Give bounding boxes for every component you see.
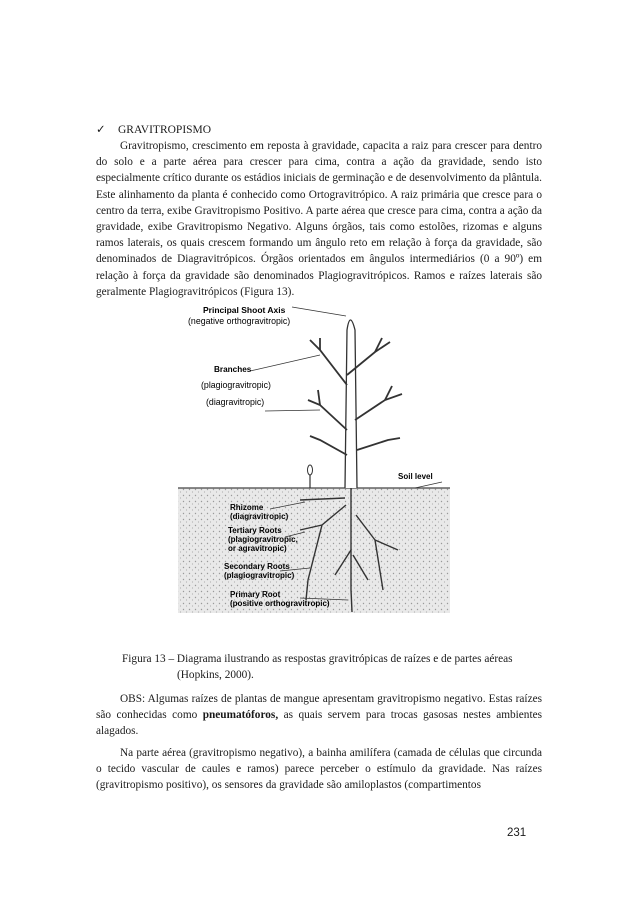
label-plagiogravitropic: (plagiogravitropic)	[201, 380, 271, 390]
label-tertiary-roots: Tertiary Roots	[228, 526, 282, 535]
seedling-bud	[308, 465, 313, 475]
label-principal-shoot: Principal Shoot Axis	[203, 305, 286, 315]
label-tertiary-sub1: (plagiogravitropic,	[228, 535, 298, 544]
label-secondary-sub: (plagiogravitropic)	[224, 571, 295, 580]
soil-area	[178, 488, 450, 613]
label-primary-root: Primary Root	[230, 590, 281, 599]
obs-text-end: as quais servem para trocas gasosas nestes ambientes alagados.	[96, 709, 542, 738]
principal-shoot-axis	[345, 320, 357, 488]
obs-text-start: OBS: Algumas raízes de plantas de mangue apresentam gravitropismo negativo. Estas raízes são conhecidas como	[96, 693, 542, 722]
caption-line-1: Figura 13 – Diagrama ilustrando as respostas gravitrópicas de raízes e de partes aéreas	[122, 653, 513, 665]
label-soil-level: Soil level	[398, 472, 433, 481]
caption-line-2: (Hopkins, 2000).	[177, 669, 254, 682]
checkmark-icon: ✓	[96, 124, 106, 136]
paragraph-obs	[96, 691, 542, 740]
label-tertiary-sub2: or agravitropic)	[228, 544, 287, 553]
section-heading	[96, 122, 211, 136]
label-rhizome-sub: (diagravitropic)	[230, 512, 289, 521]
figure-caption	[122, 651, 542, 683]
paragraph-gravitropism: Gravitropismo, crescimento em reposta à gravidade, capacita a raiz para crescer para dentro do solo e a parte aérea para crescer para cima, contra a ação da gravidade, sendo isto especialmente crítico durante os estádios iniciais de germinação e de desenvolvimento da plântula. Este alinhamento da planta é conhecido como Ortogravitrópico. A raiz primária que cresce para o centro da terra, exibe Gravitropismo Positivo. A parte aérea que cresce para cima, contra a ação da gravidade, exibe Gravitropismo Negativo. Alguns órgãos, tais como estolões, rizomas e alguns ramos laterais, os quais crescem formando um ângulo reto em relação à força da gravidade, são denominados de Diagravitrópicos. Órgãos orientados em ângulos intermediários (0 a 90º) em relação à força da gravidade são denominados Plagiogravitrópicos. Ramos e raízes laterais são geralmente Plagiogravitrópicos (Figura 13).	[96, 140, 542, 298]
label-rhizome: Rhizome	[230, 503, 264, 512]
label-primary-sub: (positive orthogravitropic)	[230, 599, 330, 608]
label-negative-orthogravitropic: (negative orthogravitropic)	[188, 316, 291, 326]
gravitropism-diagram	[170, 290, 450, 620]
paragraph-aerial-part: Na parte aérea (gravitropismo negativo), a bainha amilífera (camada de células que circunda o tecido vascular de caules e ramos) parece perceber o estímulo da gravidade. Nas raízes (gravitropismo positivo), os sensores da gravidade são amiloplastos (compartimentos	[96, 747, 542, 792]
heading-text: GRAVITROPISMO	[118, 124, 212, 136]
label-branches: Branches	[214, 365, 252, 374]
label-secondary-roots: Secondary Roots	[224, 562, 290, 571]
page-number: 231	[507, 827, 527, 839]
label-diagravitropic: (diagravitropic)	[206, 397, 265, 407]
obs-bold-term: pneumatóforos,	[202, 709, 279, 722]
